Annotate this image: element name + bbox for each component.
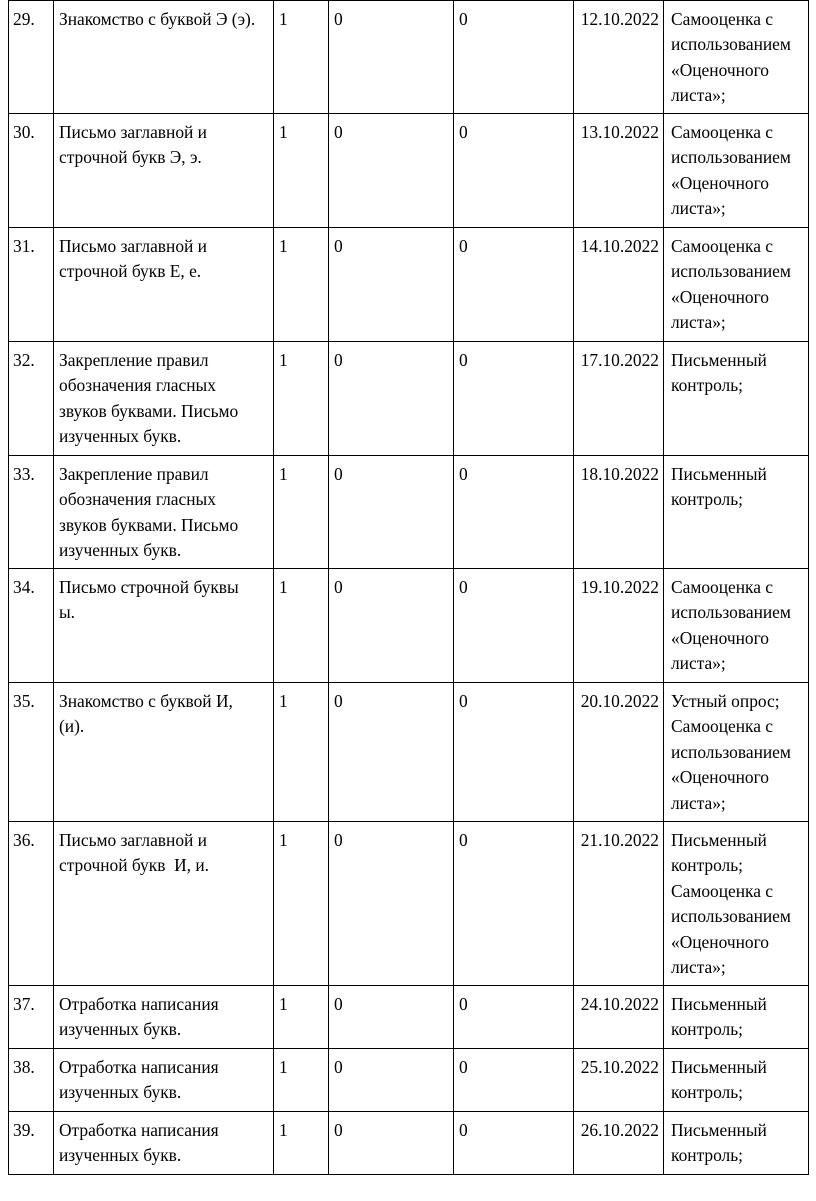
lesson-date: 12.10.2022 — [574, 1, 664, 114]
hours-control-works: 0 — [329, 342, 454, 456]
hours-total: 1 — [274, 342, 329, 456]
lesson-number: 31. — [9, 228, 54, 342]
hours-total: 1 — [274, 1112, 329, 1175]
lesson-number: 34. — [9, 569, 54, 683]
hours-total: 1 — [274, 822, 329, 986]
lesson-date: 19.10.2022 — [574, 569, 664, 683]
table-row — [9, 114, 809, 228]
control-form: Самооценка с использованием «Оценочного листа»; — [664, 228, 809, 342]
lesson-number: 39. — [9, 1112, 54, 1175]
hours-control-works: 0 — [329, 683, 454, 822]
lesson-topic: Знакомство с буквой И, (и). — [54, 683, 274, 822]
hours-total: 1 — [274, 1, 329, 114]
hours-control-works: 0 — [329, 114, 454, 228]
hours-total: 1 — [274, 1049, 329, 1112]
table-row — [9, 986, 809, 1049]
lesson-topic: Закрепление правил обозначения гласных звуков буквами. Письмо изученных букв. — [54, 342, 274, 456]
hours-control-works: 0 — [329, 986, 454, 1049]
lesson-rows — [9, 1, 809, 1175]
lesson-topic: Отработка написания изученных букв. — [54, 1112, 274, 1175]
lesson-date: 20.10.2022 — [574, 683, 664, 822]
lesson-number: 35. — [9, 683, 54, 822]
lesson-number: 36. — [9, 822, 54, 986]
table-row — [9, 822, 809, 986]
control-form: Письменный контроль; — [664, 986, 809, 1049]
table-row — [9, 228, 809, 342]
hours-practical-works: 0 — [454, 1, 574, 114]
hours-practical-works: 0 — [454, 456, 574, 569]
lesson-date: 18.10.2022 — [574, 456, 664, 569]
lesson-date: 17.10.2022 — [574, 342, 664, 456]
hours-practical-works: 0 — [454, 114, 574, 228]
hours-total: 1 — [274, 569, 329, 683]
table-row — [9, 1, 809, 114]
document-page — [8, 0, 809, 1175]
table-row — [9, 683, 809, 822]
hours-control-works: 0 — [329, 228, 454, 342]
hours-practical-works: 0 — [454, 1112, 574, 1175]
control-form: Самооценка с использованием «Оценочного листа»; — [664, 1, 809, 114]
lesson-number: 38. — [9, 1049, 54, 1112]
lesson-date: 25.10.2022 — [574, 1049, 664, 1112]
lesson-date: 24.10.2022 — [574, 986, 664, 1049]
lesson-number: 29. — [9, 1, 54, 114]
control-form: Письменный контроль; — [664, 456, 809, 569]
lesson-number: 30. — [9, 114, 54, 228]
hours-practical-works: 0 — [454, 1049, 574, 1112]
lesson-date: 13.10.2022 — [574, 114, 664, 228]
table-row — [9, 1049, 809, 1112]
lesson-number: 37. — [9, 986, 54, 1049]
lesson-topic: Письмо строчной буквы ы. — [54, 569, 274, 683]
hours-control-works: 0 — [329, 1, 454, 114]
table-row — [9, 456, 809, 569]
hours-practical-works: 0 — [454, 822, 574, 986]
hours-practical-works: 0 — [454, 683, 574, 822]
hours-total: 1 — [274, 986, 329, 1049]
lesson-date: 21.10.2022 — [574, 822, 664, 986]
table-row — [9, 569, 809, 683]
lesson-topic: Письмо заглавной и строчной букв Э, э. — [54, 114, 274, 228]
table-row — [9, 1112, 809, 1175]
hours-practical-works: 0 — [454, 569, 574, 683]
table-row — [9, 342, 809, 456]
hours-practical-works: 0 — [454, 228, 574, 342]
hours-control-works: 0 — [329, 822, 454, 986]
control-form: Самооценка с использованием «Оценочного листа»; — [664, 114, 809, 228]
hours-total: 1 — [274, 456, 329, 569]
hours-control-works: 0 — [329, 456, 454, 569]
hours-control-works: 0 — [329, 1112, 454, 1175]
lesson-number: 33. — [9, 456, 54, 569]
lesson-plan-table — [8, 0, 809, 1175]
hours-total: 1 — [274, 114, 329, 228]
lesson-topic: Письмо заглавной и строчной букв Е, е. — [54, 228, 274, 342]
hours-total: 1 — [274, 683, 329, 822]
lesson-number: 32. — [9, 342, 54, 456]
control-form: Письменный контроль; — [664, 1049, 809, 1112]
hours-total: 1 — [274, 228, 329, 342]
lesson-topic: Отработка написания изученных букв. — [54, 986, 274, 1049]
control-form: Письменный контроль; — [664, 1112, 809, 1175]
lesson-topic: Письмо заглавной и строчной букв И, и. — [54, 822, 274, 986]
lesson-topic: Отработка написания изученных букв. — [54, 1049, 274, 1112]
lesson-date: 14.10.2022 — [574, 228, 664, 342]
hours-control-works: 0 — [329, 1049, 454, 1112]
control-form: Письменный контроль; — [664, 342, 809, 456]
lesson-topic: Закрепление правил обозначения гласных звуков буквами. Письмо изученных букв. — [54, 456, 274, 569]
lesson-date: 26.10.2022 — [574, 1112, 664, 1175]
control-form: Устный опрос; Самооценка с использованием «Оценочного листа»; — [664, 683, 809, 822]
control-form: Письменный контроль; Самооценка с использованием «Оценочного листа»; — [664, 822, 809, 986]
lesson-topic: Знакомство с буквой Э (э). — [54, 1, 274, 114]
control-form: Самооценка с использованием «Оценочного листа»; — [664, 569, 809, 683]
hours-control-works: 0 — [329, 569, 454, 683]
hours-practical-works: 0 — [454, 986, 574, 1049]
hours-practical-works: 0 — [454, 342, 574, 456]
